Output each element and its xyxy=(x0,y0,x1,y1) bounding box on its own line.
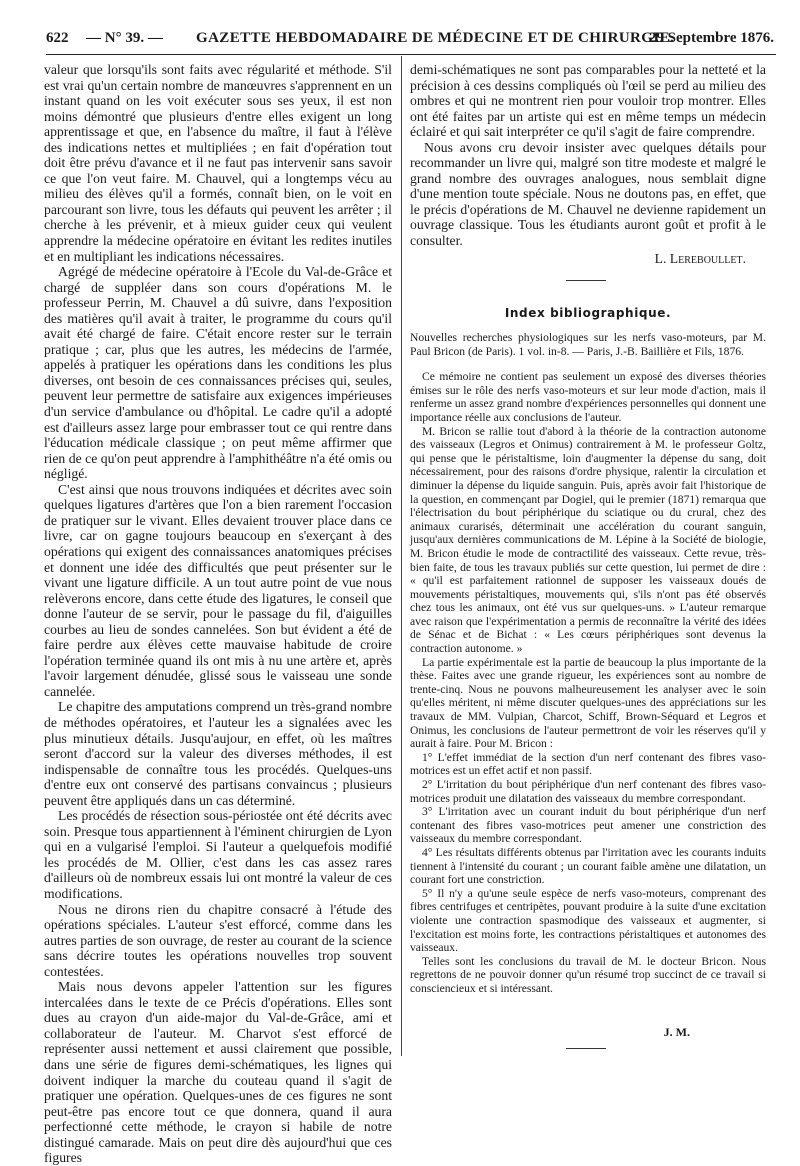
paragraph: Ce mémoire ne contient pas seulement un exposé des diverses théories émises sur le rôle des nerfs vaso-moteurs et sur leur mode d'action, mais il renferme un assez grand nombre d'expériences personnelles qui donnent une importance réelle aux conclusions de l'auteur. xyxy=(410,370,766,424)
issue-date: 29 Septembre 1876. xyxy=(648,30,774,46)
conclusion-item: 4° Les résultats différents obtenus par l'irritation avec les courants induits tiennent à l'intensité du courant ; un courant faible amène une dilatation, un courant fort une constriction. xyxy=(410,845,766,887)
bibliographic-reference: Nouvelles recherches physiologiques sur les nerfs vaso-moteurs, par M. Paul Bricon (de Paris). 1 vol. in-8. — Paris, J.-B. Baillière et Fils, 1876. xyxy=(410,331,766,358)
review-signature: J. M. xyxy=(663,1025,690,1039)
conclusion-item: 5° Il n'y a qu'une seule espèce de nerfs vaso-moteurs, comprenant des fibres centrifuges et centripètes, pouvant produire à la suite d'une excitation violente une contraction spasmodique des vaisseaux et augmenter, si l'excitation est moins forte, les contractions péristaltiques et autonomes des vaisseaux. xyxy=(410,886,766,955)
paragraph: valeur que lorsqu'ils sont faits avec régularité et méthode. S'il est vrai qu'un certain nombre de manœuvres s'apprennent en un instant quand on les voit exécuter sous ses yeux, il est non moins démontré que plusieurs d'entre elles exigent un long apprentissage et que, en l'absence du maître, il faut à l'élève des indications nettes et multipliées ; en fait d'opération tout doit être prévu d'avance et il ne faut pas intervenir sans savoir ce que l'on veut faire. M. Chauvel, qui a longtemps vécu au milieu des élèves qu'il a formés, connaît bien, on le voit en parcourant son livre, tous les défauts qui peuvent les arrêter ; il cherche à les prévenir, et à mieux guider ceux qui veulent apprendre la médecine opératoire en évitant les redites inutiles et en multipliant les indications nécessaires. xyxy=(44,62,392,264)
paragraph: M. Bricon se rallie tout d'abord à la théorie de la contraction autonome des vaisseaux (Legros et Onimus) contrairement à M. le professeur Goltz, qui pense que le péristaltisme, loin d'augmenter la dépense du sang, doit nécessairement, pour des raisons d'ordre physique, ralentir la circulation et diminuer la dépense du liquide sanguin. Puis, après avoir fait l'historique de la question, en commençant par Dogiel, qui le premier (1871) remarqua que l'électrisation du bout périphérique du sciatique ou du crural, chez des animaux curarisés, déterminait une accélération du courant sanguin, jusqu'aux dernières communications de M. Lépine à la Société de biologie, M. Bricon étudie le mode de contractilité des vaisseaux. Cette revue, très-bien faite, de tous les travaux publiés sur cette question, lui permet de dire : « qu'il est parfaitement rationnel de supposer les vaisseaux doués de mouvements péristaltiques, mouvements qui, s'ils n'ont pas été observés chez tous les animaux, ont été vus sur quelques-uns. » L'auteur remarque avec raison que l'expérimentation a permis de reconnaître la vérité des idées de Sénac et de Bichat : « Les cœurs périphériques sont devenus la contraction autonome. » xyxy=(410,424,766,656)
conclusion-item: 2° L'irritation du bout périphérique d'un nerf contenant des fibres vaso-motrices produit une dilatation des vaisseaux du membre correspondant. xyxy=(410,778,766,805)
conclusion-item: 1° L'effet immédiat de la section d'un nerf contenant des fibres vaso-motrices est un effet actif et non passif. xyxy=(410,750,766,778)
paragraph: C'est ainsi que nous trouvons indiquées et décrites avec soin quelques ligatures d'artères que l'on a bien rarement l'occasion de pratiquer sur le vivant. Elles devaient trouver place dans ce livre, car on gagne toujours beaucoup en s'exerçant à des opérations qui exigent des connaissances anatomiques précises et donnent une idée des difficultés que peut présenter sur le vivant une ligature difficile. A un tout autre point de vue nous relèverons encore, dans cette étude des ligatures, le conseil que donne l'auteur de se servir, pour le passage du fil, d'aiguilles courbes au lieu de sondes cannelées. Son but évident a été de faire perdre aux élèves cette mauvaise habitude de croire l'opération terminée quand ils ont mis à nu une artère et, après l'avoir largement dénudée, glissé sous le vaisseau une sonde cannelée. xyxy=(44,481,392,699)
paragraph: Mais nous devons appeler l'attention sur les figures intercalées dans le texte de ce Précis d'opérations. Elles sont dues au crayon d'un aide-major du Val-de-Grâce, ami et collaborateur de l'auteur. M. Charvot s'est efforcé de représenter aussi nettement et aussi clairement que possible, dans une série de figures demi-schématiques, les lignes qui doivent indiquer la marche du couteau quand il s'agit de pratiquer une opération. Quelques-unes de ces figures ne sont peut-être pas encore tout ce que donnera, quand il aura perfectionné cette méthode, le crayon si habile de notre distingué camarade. Mais on peut dire dès aujourd'hui que ces figures xyxy=(44,979,392,1166)
conclusion-item: 3° L'irritation avec un courant induit du bout périphérique d'un nerf contenant des fibres vaso-motrices peut amener une constriction des vaisseaux du membre correspondant. xyxy=(410,805,766,846)
journal-title: GAZETTE HEBDOMADAIRE DE MÉDECINE ET DE CHIRURGIE. xyxy=(196,30,675,46)
paragraph: Nous ne dirons rien du chapitre consacré à l'étude des opérations spéciales. L'auteur s'est efforcé, comme dans les autres parties de son ouvrage, de rester au courant de la science sans décrire toutes les opérations nouvelles trop souvent contestées. xyxy=(44,901,392,979)
paragraph: Telles sont les conclusions du travail de M. le docteur Bricon. Nous regrettons de ne pouvoir donner qu'un résumé trop succinct de ce travail si consciencieux et si intéressant. xyxy=(410,954,766,995)
paragraph: demi-schématiques ne sont pas comparables pour la netteté et la précision à ces dessins compliqués où l'œil se perd au milieu des ombres et qui ne montrent rien pour vouloir trop montrer. Elles ont été faites par un artiste qui est en même temps un médecin éclairé et qui sait interpréter ce qu'il s'agit de faire comprendre. xyxy=(410,62,766,140)
section-divider xyxy=(566,280,606,281)
index-section xyxy=(410,331,766,996)
paragraph: Nous avons cru devoir insister avec quelques détails pour recommander un livre qui, malgré son titre modeste et malgré le grand nombre des ouvrages analogues, nous semblait digne d'une mention toute spéciale. Nous ne doutons pas, en effet, que le précis d'opérations de M. Chauvel ne devienne rapidement un ouvrage classique. Tous les étudiants auront goût et profit à le consulter. xyxy=(410,139,766,249)
author-signature: L. Lereboullet. xyxy=(654,250,746,266)
right-column xyxy=(410,62,766,266)
index-heading: Index bibliographique. xyxy=(504,306,672,320)
issue-number: — N° 39. — xyxy=(86,30,163,46)
column-separator xyxy=(401,56,402,1056)
end-divider xyxy=(566,1048,606,1049)
paragraph: Agrégé de médecine opératoire à l'Ecole du Val-de-Grâce et chargé de suppléer dans son cours d'opérations M. le professeur Perrin, M. Chauvel a dû suivre, dans l'exposition des matières qu'il avait à traiter, le programme du cours qu'il avait été chargé de faire. C'était encore rester sur le terrain pratique ; car, plus que les autres, les médecins de l'armée, appelés à pratiquer les opérations dans les conditions les plus diverses, ont besoin de ces connaissances précises qui, seules, peuvent leur permettre de satisfaire aux exigences impérieuses d'un service d'ambulance ou d'hôpital. Le cadre qu'il a adopté est d'ailleurs assez large pour embrasser tout ce qui rentre dans l'éducation médicale classique ; on peut même affirmer que rien de ce qu'on peut apprendre à l'amphithéâtre n'a été omis ou négligé. xyxy=(44,264,392,482)
paragraph: Les procédés de résection sous-périostée ont été décrits avec soin. Presque tous appartiennent à l'éminent chirurgien de Lyon qui en a vulgarisé l'emploi. Si l'auteur a quelquefois modifié les procédés de M. Ollier, c'est dans les cas assez rares d'ailleurs où de nombreux essais lui ont montré la valeur de ces modifications. xyxy=(44,808,392,901)
page-number: 622 xyxy=(46,30,69,46)
paragraph: Le chapitre des amputations comprend un très-grand nombre de méthodes opératoires, et l'auteur les a signalées avec les plus minutieux détails. Jusqu'aujour, en effet, où les maîtres seront d'accord sur la valeur des diverses méthodes, il est indispensable de connaître tous les procédés. Quelques-uns d'entre eux ont conservé des partisans convaincus ; plusieurs peuvent être appliqués dans un cas déterminé. xyxy=(44,699,392,808)
left-column xyxy=(44,62,392,1166)
paragraph: La partie expérimentale est la partie de beaucoup la plus importante de la thèse. Faites avec une grande rigueur, les expériences sont au nombre de trente-cinq. Nous ne pouvons malheureusement les analyser avec le soin qu'elles méritent, ni même discuter quelques-unes des appréciations sur les travaux de MM. Vulpian, Charcot, Schiff, Brown-Séquard et Legros et Onimus, les conclusions de l'auteur permettront de voir les réserves qu'il y aurait à faire. Pour M. Bricon : xyxy=(410,655,766,751)
page-header xyxy=(46,28,776,55)
